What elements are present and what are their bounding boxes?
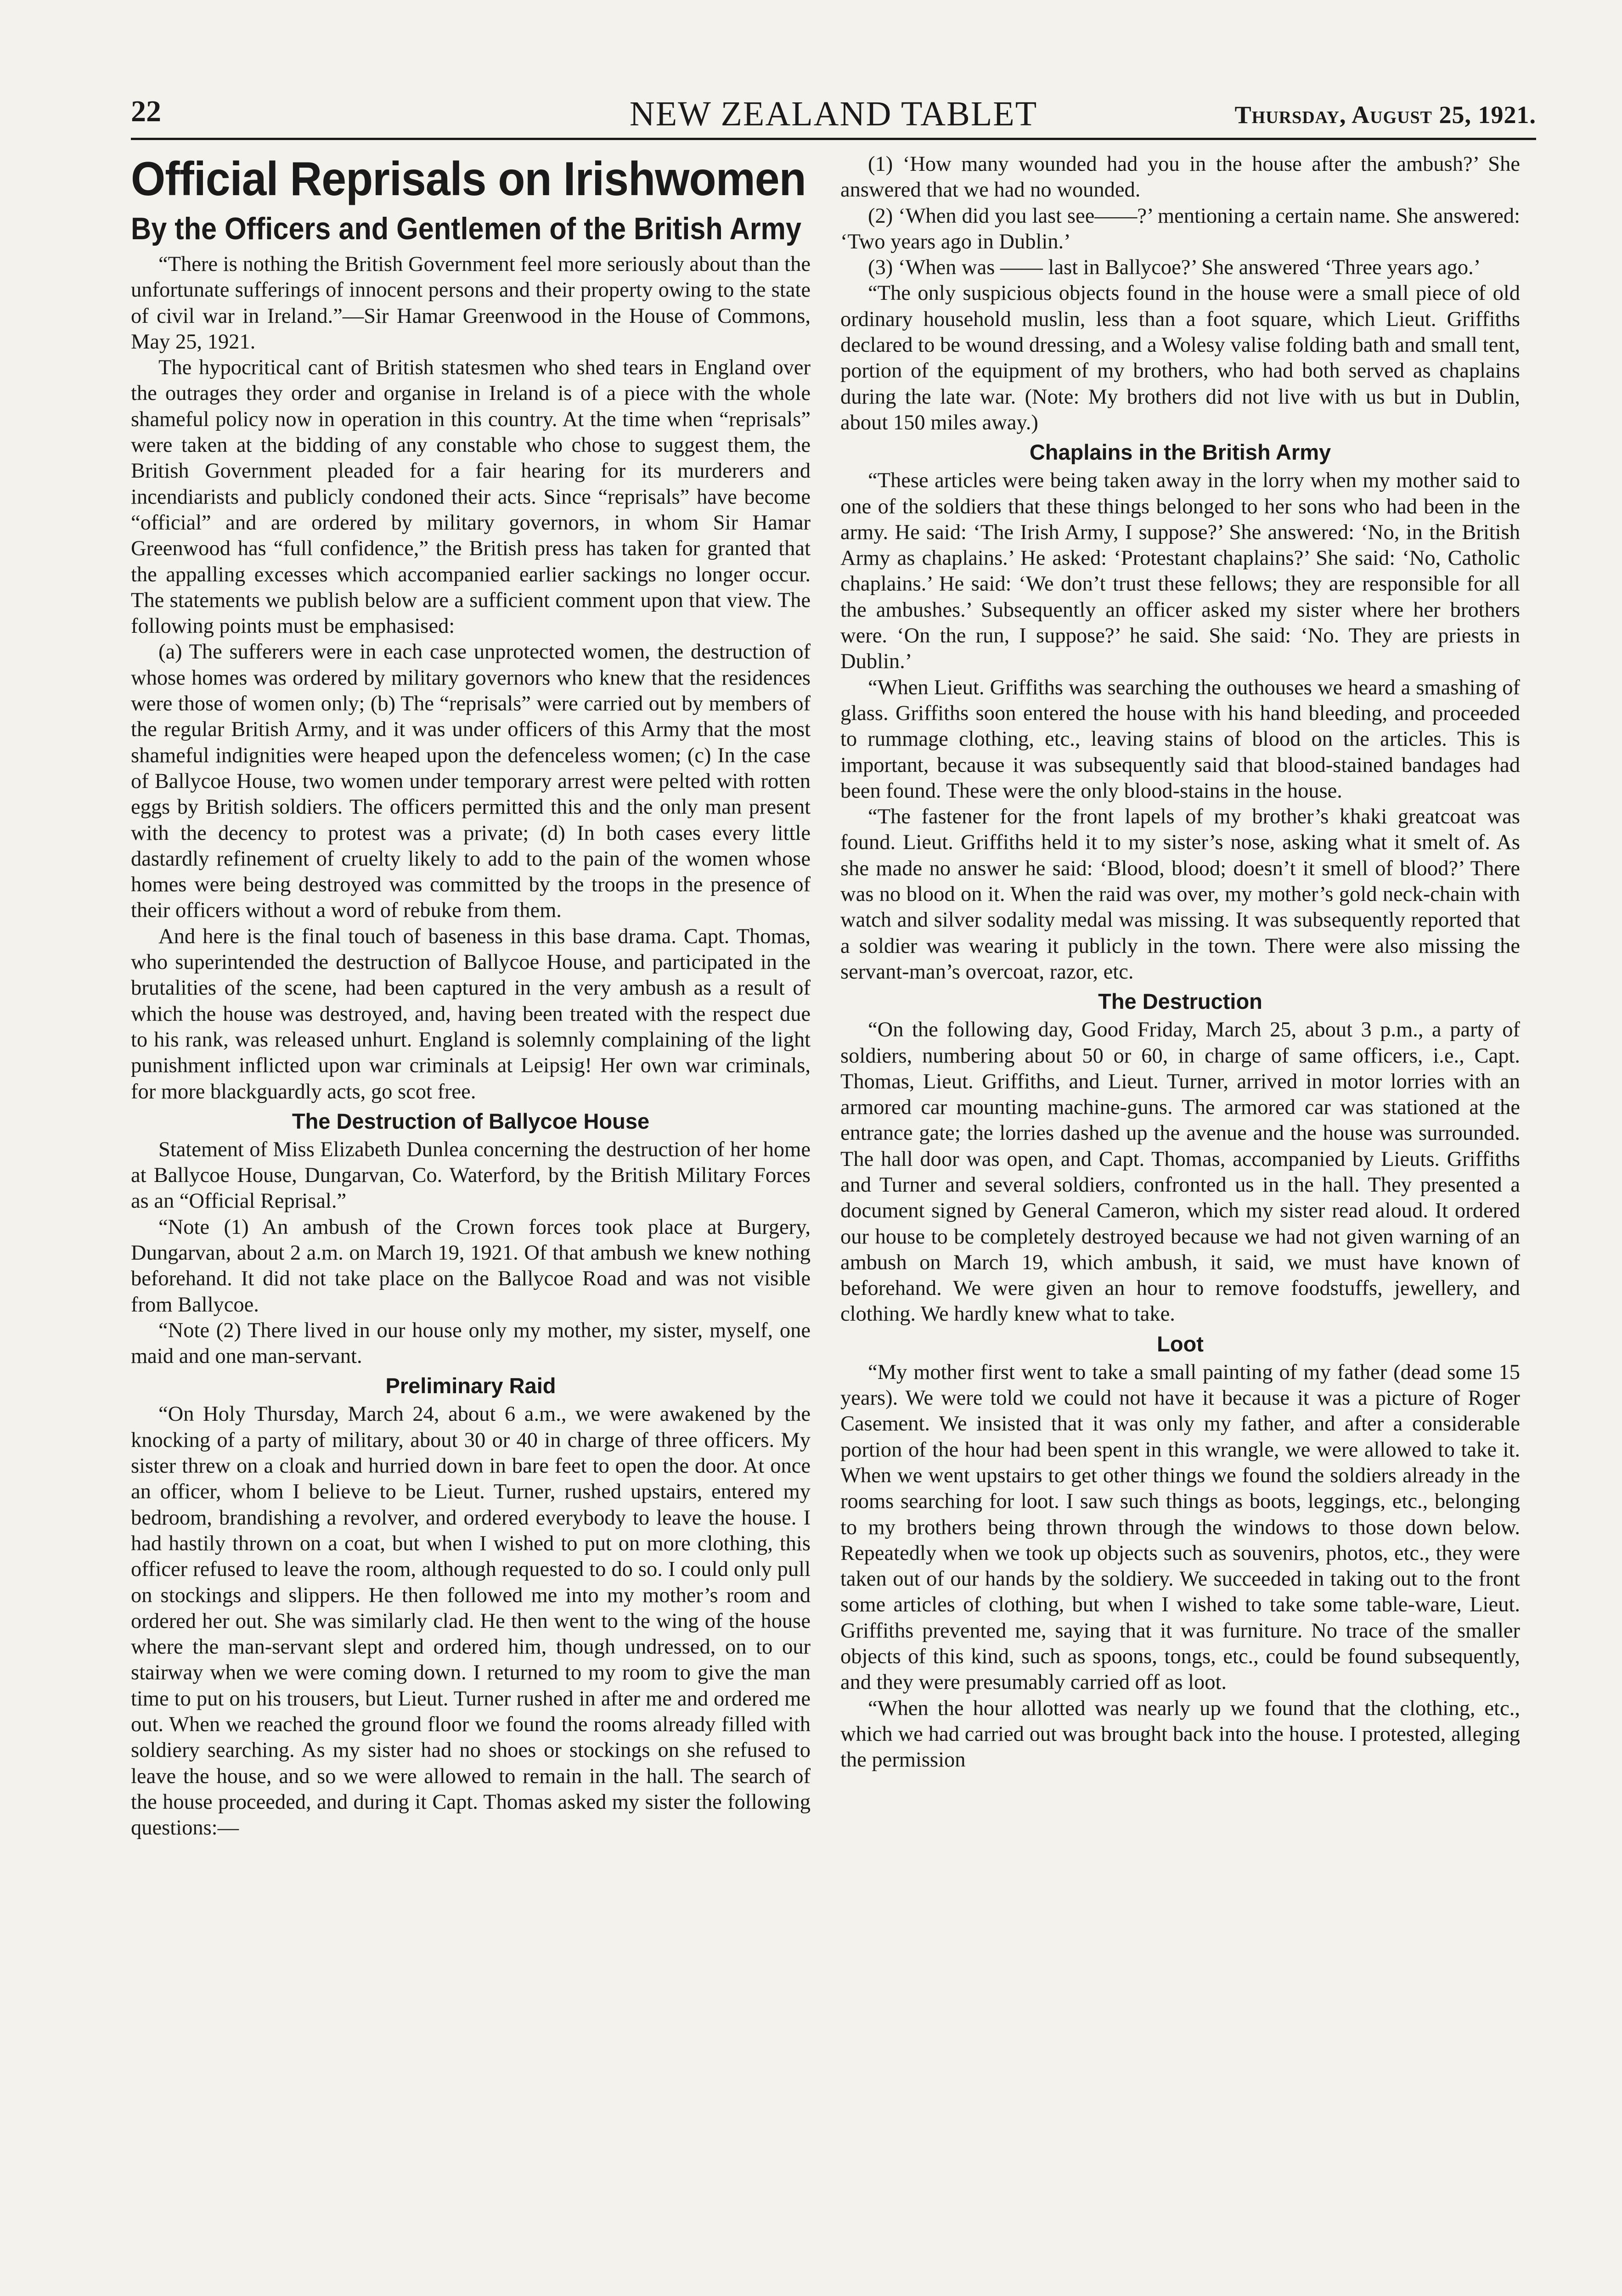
paragraph: “My mother first went to take a small painting of my father (dead some 15 years). We were told we could not have it because it was a picture of Roger Casement. We insisted that it was only my father, and after a considerable portion of the hour had been spent in this wrangle, we were allowed to take it. When we went upstairs to get other things we found the soldiers already in the rooms searching for loot. I saw such things as boots, leggings, etc., belonging to my brothers being thrown through the windows to those down below. Repeatedly when we took up objects such as souvenirs, photos, etc., they were taken out of our hands by the soldiery. We succeeded in taking out to the front some articles of clothing, but when I wished to take some table-ware, Lieut. Griffiths prevented me, saying that it was furniture. No trace of the smaller objects of this kind, such as spoons, tongs, etc., could be found subsequently, and they were presumably carried off as loot.: [840, 1360, 1520, 1694]
section-heading: The Destruction of Ballycoe House: [292, 1109, 650, 1133]
paragraph: “These articles were being taken away in the lorry when my mother said to one of the soldiers that these things belonged to her sons who had been in the army. He said: ‘The Irish Army, I suppose?’ She answered: ‘No, in the British Army as chaplains.’ He asked: ‘Protestant chaplains?’ She said: ‘No, Catholic chaplains.’ He said: ‘We don’t trust these fellows; they are responsible for all the ambushes.’ Subsequently an officer asked my sister where her brothers were. ‘On the run, I suppose?’ he said. She said: ‘No. They are priests in Dublin.’: [840, 469, 1520, 674]
paragraph: “The only suspicious objects found in the house were a small piece of old ordinary household muslin, less than a foot square, which Lieut. Griffiths declared to be wound dressing, and a Wolesy valise folding bath and small tent, portion of the equipment of my brothers, who had both served as chaplains during the late war. (Note: My brothers did not live with us but in Dublin, about 150 miles away.): [840, 281, 1520, 434]
paragraph: “When the hour allotted was nearly up we found that the clothing, etc., which we had carried out was brought back into the house. I protested, alleging the permission: [840, 1696, 1520, 1772]
paragraph: “On Holy Thursday, March 24, about 6 a.m., we were awakened by the knocking of a party of military, about 30 or 40 in charge of three officers. My sister threw on a cloak and hurried down in bare feet to open the door. At once an officer, whom I believe to be Lieut. Turner, rushed upstairs, entered my bedroom, brandishing a revolver, and ordered everybody to leave the house. I had hastily thrown on a coat, but when I wished to put on more clothing, this officer refused to leave the room, although requested to do so. I could only pull on stockings and slippers. He then followed me into my mother’s room and ordered her out. She was similarly clad. He then went to the wing of the house where the man-servant slept and ordered him, though undressed, on to our stairway when we were coming down. I returned to my room to give the man time to put on his trousers, but Lieut. Turner rushed in after me and ordered me out. When we reached the ground floor we found the rooms already filled with soldiery searching. As my sister had no shoes or stockings on she refused to leave the house, and so we were allowed to remain in the hall. The search of the house proceeded, and during it Capt. Thomas asked my sister the following questions:—: [131, 1402, 811, 1840]
headline: Official Reprisals on Irishwomen: [131, 152, 806, 206]
paragraph: The hypocritical cant of British statesmen who shed tears in England over the outrages they order and organise in Ireland is of a piece with the whole shameful policy now in operation in this country. At the time when “reprisals” were taken at the bidding of any constable who chose to suggest them, the British Government pleaded for a fair hearing for its murderers and incendiarists and publicly condoned their acts. Since “reprisals” have become “official” and are ordered by military governors, in whom Sir Hamar Greenwood has “full confidence,” the British press has taken for granted that the appalling excesses which accompanied earlier sackings no longer occur. The statements we publish below are a sufficient comment upon that view. The following points must be emphasised:: [131, 356, 811, 638]
paragraph: “When Lieut. Griffiths was searching the outhouses we heard a smashing of glass. Griffiths soon entered the house with his hand bleeding, and proceeded to rummage clothing, etc., leaving stains of blood on the articles. This is important, because it was subsequently said that blood-stained bandages had been found. These were the only blood-stains in the house.: [840, 675, 1520, 803]
paragraph: (3) ‘When was —— last in Ballycoe?’ She answered ‘Three years ago.’: [868, 256, 1481, 280]
section-heading: Loot: [1157, 1331, 1204, 1356]
paragraph: And here is the final touch of baseness in this base drama. Capt. Thomas, who superintended the destruction of Ballycoe House, and participated in the brutalities of the scene, had been captured in the very ambush as a result of which the house was destroyed, and, having been treated with the respect due to his rank, was released unhurt. England is solemnly complaining of the light punishment inflicted upon war criminals at Leipsig! Her own war criminals, for more blackguardly acts, go scot free.: [131, 924, 811, 1103]
section-heading: The Destruction: [1098, 989, 1262, 1014]
column-left: [131, 152, 811, 1841]
paragraph: (2) ‘When did you last see——?’ mentioning a certain name. She answered: ‘Two years ago in Dublin.’: [840, 204, 1520, 253]
paragraph: “On the following day, Good Friday, March 25, about 3 p.m., a party of soldiers, numbering about 50 or 60, in charge of same officers, i.e., Capt. Thomas, Lieut. Griffiths, and Lieut. Turner, arrived in motor lorries with an armored car mounting machine-guns. The armored car was stationed at the entrance gate; the lorries dashed up the avenue and the house was surrounded. The hall door was open, and Capt. Thomas, accompanied by Lieuts. Griffiths and Turner and several soldiers, confronted us in the hall. They presented a document signed by General Cameron, which my sister read aloud. It ordered our house to be completely destroyed because we had not given warning of an ambush on March 19, which ambush, it said, we must have known of beforehand. We were given an hour to remove foodstuffs, jewellery, and clothing. We hardly knew what to take.: [840, 1018, 1520, 1326]
page-header: [131, 94, 1536, 135]
paragraph: “Note (1) An ambush of the Crown forces took place at Burgery, Dungarvan, about 2 a.m. on March 19, 1921. Of that ambush we knew nothing beforehand. It did not take place on the Ballycoe Road and was not visible from Ballycoe.: [131, 1215, 811, 1317]
section-heading: Preliminary Raid: [385, 1373, 556, 1398]
subheadline: By the Officers and Gentlemen of the British Army: [131, 211, 802, 246]
page-number: 22: [131, 95, 161, 128]
paragraph: (a) The sufferers were in each case unprotected women, the destruction of whose homes was ordered by military governors who knew that the residences were those of women only; (b) The “reprisals” were carried out by members of the regular British Army, and it was under officers of this Army that the most shameful indignities were heaped upon the defenceless women; (c) In the case of Ballycoe House, two women under temporary arrest were pelted with rotten eggs by British soldiers. The officers permitted this and the only man present with the decency to protest was a private; (d) In both cases every little dastardly refinement of cruelty likely to add to the pain of the women whose homes were being destroyed was committed by the troops in the presence of their officers without a word of rebuke from them.: [131, 640, 811, 923]
paragraph: “The fastener for the front lapels of my brother’s khaki greatcoat was found. Lieut. Griffiths held it to my sister’s nose, asking what it smelt of. As she made no answer he said: ‘Blood, blood; doesn’t it smell of blood?’ There was no blood on it. When the raid was over, my mother’s gold neck-chain with watch and silver sodality medal was missing. It was subsequently reported that a soldier was wearing it publicly in the town. There were also missing the servant-man’s overcoat, razor, etc.: [840, 805, 1520, 984]
paragraph: (1) ‘How many wounded had you in the house after the ambush?’ She answered that we had no wounded.: [840, 152, 1520, 202]
paragraph: “Note (2) There lived in our house only my mother, my sister, myself, one maid and one man-servant.: [131, 1318, 811, 1368]
section-heading: Chaplains in the British Army: [1029, 440, 1331, 465]
paragraph: “There is nothing the British Government feel more seriously about than the unfortunate sufferings of innocent persons and their property owing to the state of civil war in Ireland.”—Sir Hamar Greenwood in the House of Commons, May 25, 1921.: [131, 253, 811, 354]
paragraph: Statement of Miss Elizabeth Dunlea concerning the destruction of her home at Ballycoe House, Dungarvan, Co. Waterford, by the British Military Forces as an “Official Reprisal.”: [131, 1137, 811, 1213]
issue-date: Thursday, August 25, 1921.: [1234, 101, 1536, 129]
header-rule: [131, 138, 1536, 140]
column-right: [840, 152, 1520, 1773]
masthead: NEW ZEALAND TABLET: [629, 95, 1038, 133]
